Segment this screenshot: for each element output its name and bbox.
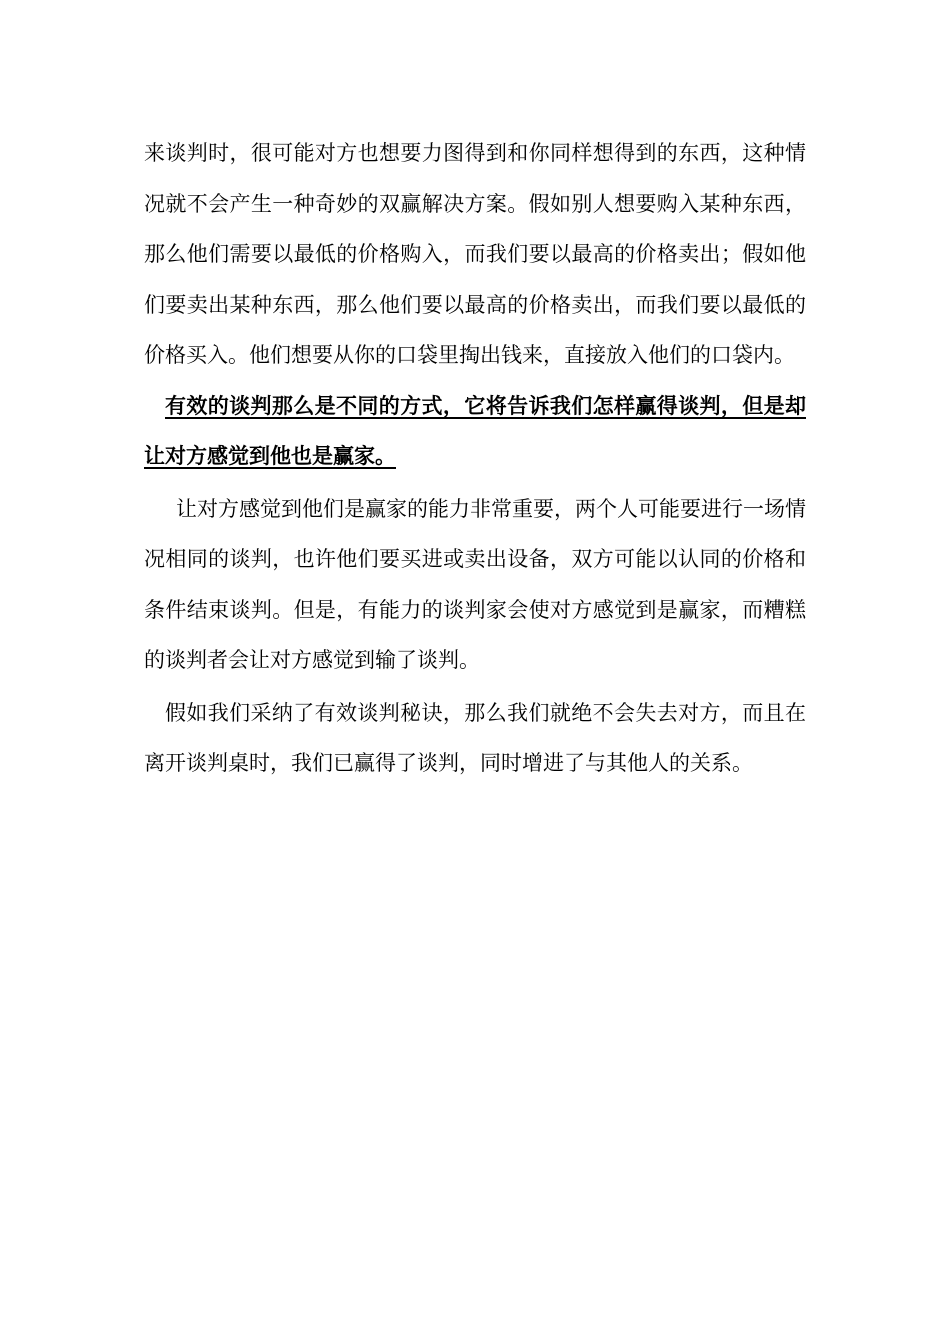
paragraph-key-point: 有效的谈判那么是不同的方式，它将告诉我们怎样赢得谈判，但是却让对方感觉到他也是赢家。 — [144, 392, 806, 468]
paragraph-intro: 来谈判时，很可能对方也想要力图得到和你同样想得到的东西，这种情况就不会产生一种奇妙的双赢解决方案。假如别人想要购入某种东西，那么他们需要以最低的价格购入，而我们要以最高的价格卖出；假如他们要卖出某种东西，那么他们要以最高的价格卖出，而我们要以最低的价格买入。他们想要从你的口袋里掏出钱来，直接放入他们的口袋内。 — [144, 141, 806, 367]
paragraph-winner-feeling: 让对方感觉到他们是赢家的能力非常重要，两个人可能要进行一场情况相同的谈判，也许他们要买进或卖出设备，双方可能以认同的价格和条件结束谈判。但是，有能力的谈判家会使对方感觉到是赢家，而糟糕的谈判者会让对方感觉到输了谈判。 — [144, 496, 806, 672]
document-page — [144, 128, 806, 789]
paragraph-conclusion: 假如我们采纳了有效谈判秘诀，那么我们就绝不会失去对方，而且在离开谈判桌时，我们已赢得了谈判，同时增进了与其他人的关系。 — [144, 700, 806, 775]
